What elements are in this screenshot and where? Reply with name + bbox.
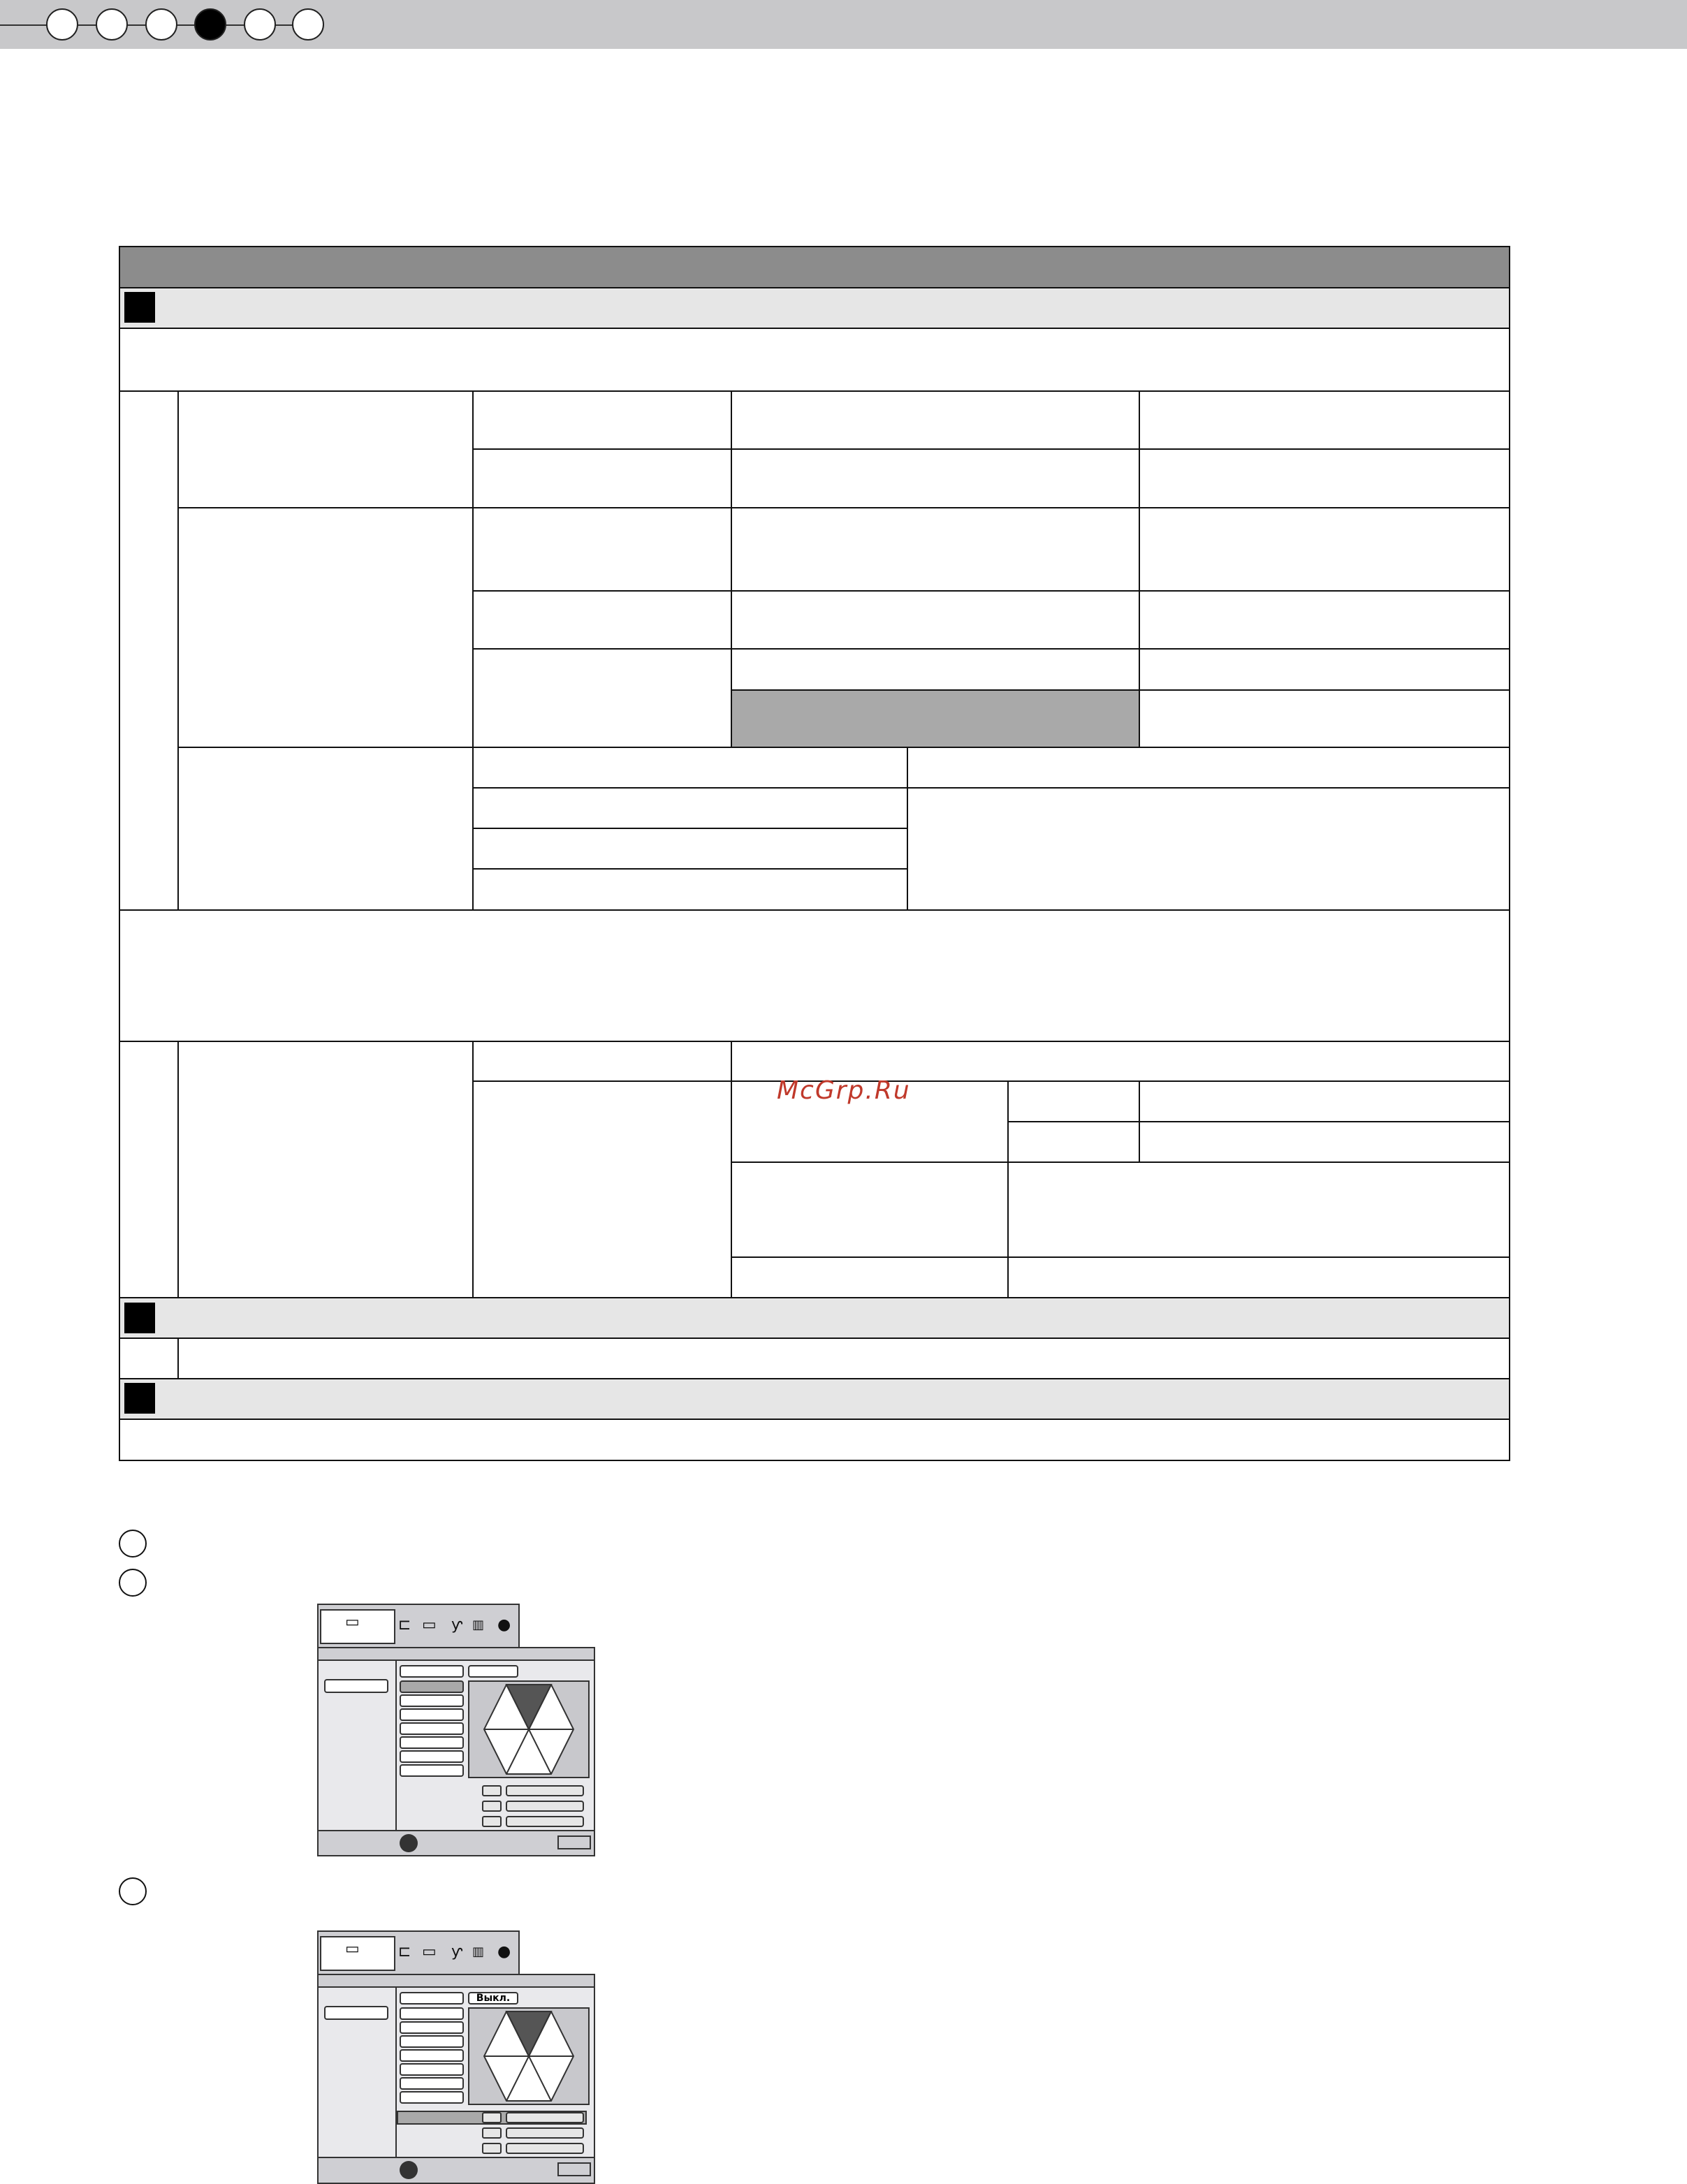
osd-slider[interactable] [506,2143,584,2154]
row-divider [1007,1121,1510,1122]
row-divider [472,828,907,829]
osd-body [317,1974,595,2184]
osd-menu-item[interactable] [400,1708,464,1721]
row-divider [119,328,1510,329]
osd-screen-1 [317,1604,595,1856]
step-circle-1 [46,8,78,41]
osd-menu-item[interactable] [400,1694,464,1707]
info-icon: ● [497,1616,511,1634]
network-icon: ▥ [472,1944,485,1959]
osd-slider[interactable] [506,1785,584,1796]
osd-value-box[interactable] [468,1665,518,1678]
step-circle-5 [244,8,276,41]
osd-divider [395,1661,397,1830]
osd-footer [319,1830,594,1855]
col-divider [177,1041,179,1298]
row-divider [177,747,1510,748]
step-circle-4-current [194,8,226,41]
osd-value-label: Выкл. [468,1992,518,2005]
osd-slider[interactable] [506,1816,584,1827]
row-divider [119,1297,1510,1298]
color-hexagon-diagram [468,1680,590,1778]
picture-icon: ▭ [345,1940,360,1958]
osd-menu-item[interactable] [400,2035,464,2048]
row-divider [177,507,1510,508]
row-divider [731,1161,1510,1163]
osd-divider [395,1988,397,2157]
input-icon: ⊏ [398,1616,411,1634]
osd-slider-label [482,1785,502,1796]
osd-slider[interactable] [506,2127,584,2139]
input-icon: ⊏ [398,1943,411,1961]
color-hexagon-diagram [468,2007,590,2105]
col-divider [731,1041,732,1298]
osd-footer-box [557,1835,591,1849]
osd-menu-item[interactable] [400,1992,464,2005]
osd-menu-item[interactable] [400,2021,464,2034]
row-divider [472,648,1510,650]
osd-menu-item[interactable] [400,2007,464,2020]
col-divider [1007,1081,1009,1298]
wrench-icon: ƴ [451,1616,463,1634]
osd-menu-item[interactable] [400,1665,464,1678]
row-divider [119,390,1510,392]
osd-menu-item[interactable] [400,2063,464,2076]
osd-title-strip [319,1975,594,1988]
settings-table [119,246,1510,1461]
row-divider [472,787,1510,789]
row-divider [472,1080,1510,1082]
osd-menu-item-selected[interactable] [400,1680,464,1693]
osd-menu-item[interactable] [400,2077,464,2090]
step-circle-3 [145,8,177,41]
osd-menu-item[interactable] [400,1736,464,1749]
nav-dial-icon [400,2161,418,2179]
row-divider [731,689,1510,691]
row-divider [119,1378,1510,1379]
step-circle-2 [96,8,128,41]
row-divider [472,448,1510,450]
row-divider [472,590,1510,592]
row-divider [119,287,1510,288]
col-divider [177,1338,179,1379]
row-divider [119,1337,1510,1339]
top-bar [0,0,1687,49]
osd-menu-item[interactable] [400,1764,464,1777]
step-marker-1 [119,1530,147,1558]
picture-icon: ▭ [345,1613,360,1631]
row-divider [119,909,1510,911]
info-icon: ● [497,1943,511,1961]
osd-slider-label [482,1801,502,1812]
col-divider [1139,390,1140,747]
osd-menu-item[interactable] [400,1750,464,1763]
network-icon: ▥ [472,1618,485,1632]
row-divider [119,1419,1510,1420]
table-border [119,246,1510,1461]
row-divider [731,1256,1510,1258]
col-divider [907,747,908,909]
display-icon: ▭ [422,1943,437,1961]
osd-slider-label [482,2143,502,2154]
step-marker-3 [119,1877,147,1905]
osd-menu-item[interactable] [400,2091,464,2104]
osd-menu-item[interactable] [400,1722,464,1735]
step-marker-2 [119,1569,147,1597]
wrench-icon: ƴ [451,1943,463,1961]
row-divider [119,1041,1510,1042]
osd-slider-label [482,2112,502,2123]
osd-left-item[interactable] [324,2006,388,2020]
step-circle-6 [292,8,324,41]
osd-slider[interactable] [506,2112,584,2123]
nav-dial-icon [400,1834,418,1852]
osd-menu-item[interactable] [400,2049,464,2062]
col-divider [472,390,474,909]
col-divider [731,390,732,747]
display-icon: ▭ [422,1616,437,1634]
osd-left-item[interactable] [324,1679,388,1693]
osd-footer-box [557,2162,591,2176]
watermark-text: McGrp.Ru [777,1076,911,1105]
osd-slider-label [482,1816,502,1827]
col-divider [177,390,179,909]
osd-body [317,1647,595,1856]
osd-slider[interactable] [506,1801,584,1812]
osd-screen-2 [317,1930,595,2184]
osd-slider-label [482,2127,502,2139]
osd-title-strip [319,1648,594,1661]
osd-footer [319,2157,594,2183]
col-divider [472,1041,474,1298]
row-divider [472,868,907,870]
